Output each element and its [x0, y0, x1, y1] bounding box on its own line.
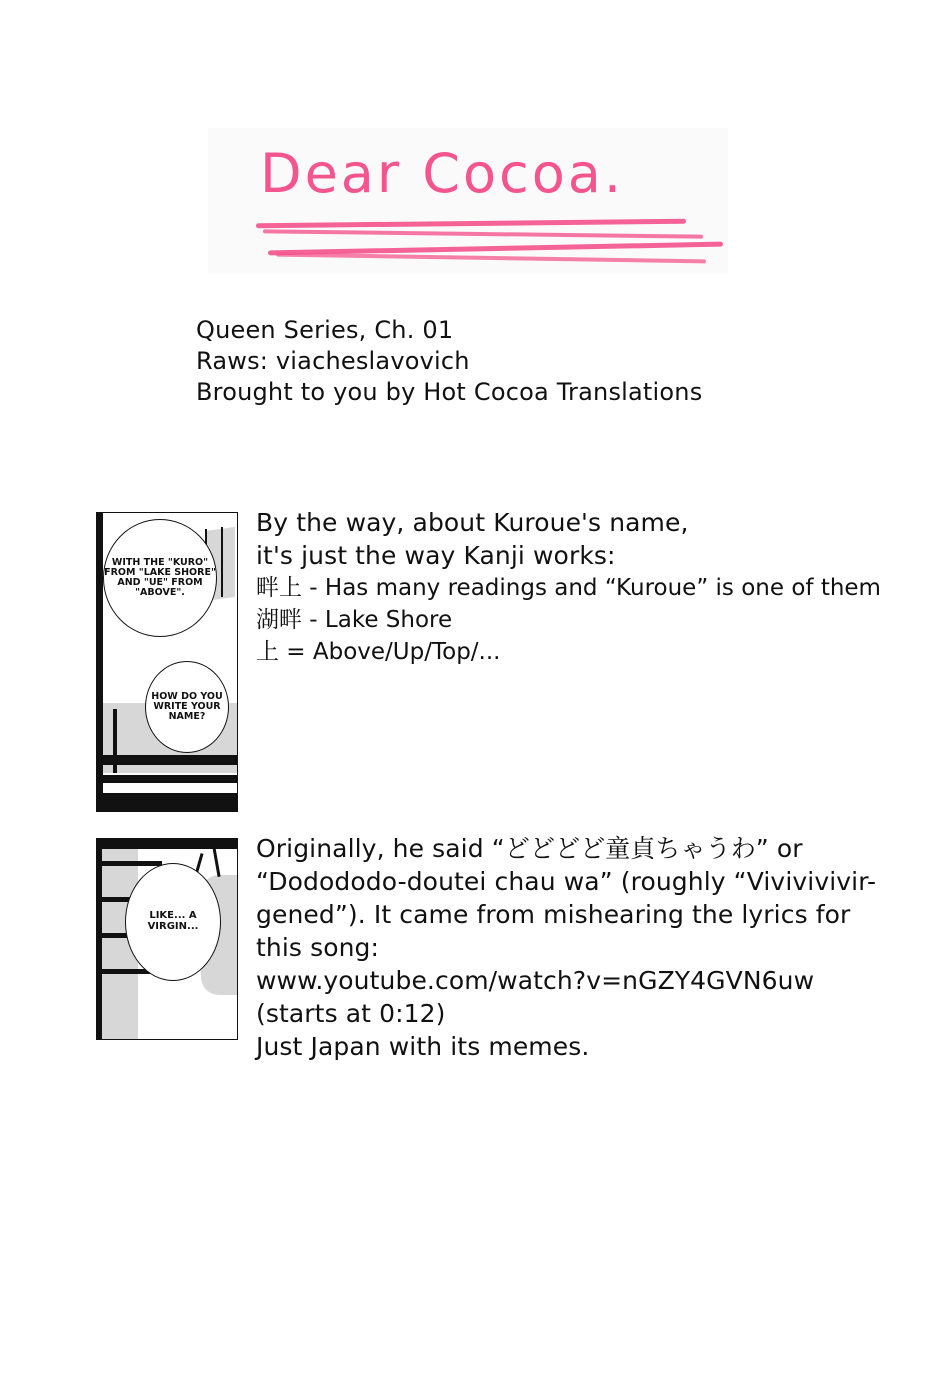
note-1-hand-line-1: By the way, about Kuroue's name, — [256, 508, 689, 537]
note-2-hand-line-6: (starts at 0:12) — [256, 999, 446, 1028]
speech-bubble-text: WITH THE "KURO" FROM "LAKE SHORE" AND "UE" FROM "ABOVE". — [104, 556, 216, 599]
note-2-hand-line-2: “Dodododo-doutei chau wa” (roughly “Vivivivivir- — [256, 867, 877, 896]
credits-raws: Raws: viacheslavovich — [196, 347, 470, 375]
panel-art-shape — [102, 969, 150, 974]
note-1-plain-line-2: 湖畔 - Lake Shore — [256, 607, 453, 633]
panel-art-shape — [212, 847, 220, 877]
speech-bubble — [103, 519, 217, 637]
note-1-text — [256, 506, 946, 668]
manga-panel-2 — [96, 838, 238, 1040]
note-1-hand-line-2: it's just the way Kanji works: — [256, 541, 616, 570]
note-2-hand-line-5: www.youtube.com/watch?v=nGZY4GVN6uw — [256, 966, 815, 995]
speech-bubble — [125, 863, 221, 981]
panel-art-shape — [102, 861, 162, 866]
logo-underline-stroke — [276, 253, 706, 264]
note-2-hand-line-3: gened”). It came from mishearing the lyrics for — [256, 900, 851, 929]
note-2-text — [256, 832, 946, 1063]
note-2-hand-line-7: Just Japan with its memes. — [256, 1032, 590, 1061]
speech-bubble-text: HOW DO YOU WRITE YOUR NAME? — [151, 690, 223, 723]
credits-group: Brought to you by Hot Cocoa Translations — [196, 378, 703, 406]
speech-bubble — [145, 661, 229, 753]
panel-art-shape — [103, 755, 237, 765]
panel-art-shape — [221, 527, 223, 597]
credits-series: Queen Series, Ch. 01 — [196, 316, 454, 344]
panel-art-shape — [103, 775, 237, 783]
translation-note-1 — [96, 508, 881, 812]
manga-panel-1 — [96, 512, 238, 812]
logo-underline-stroke — [263, 229, 703, 238]
logo-banner — [208, 128, 728, 273]
note-2-hand-line-4: this song: — [256, 933, 380, 962]
note-1-plain-line-1: 畔上 - Has many readings and “Kuroue” is one of them — [256, 575, 881, 601]
logo-underline-stroke — [256, 219, 686, 229]
speech-bubble-text: LIKE... A VIRGIN... — [147, 910, 199, 932]
credits-block — [196, 315, 896, 408]
note-1-plain-line-3: 上 = Above/Up/Top/... — [256, 639, 501, 665]
logo-title: Dear Cocoa. — [260, 142, 624, 205]
note-2-hand-line-1: Originally, he said “どどどど童貞ちゃうわ” or — [256, 834, 803, 863]
panel-art-shape — [102, 839, 237, 849]
panel-art-shape — [103, 793, 237, 811]
translation-note-2 — [96, 834, 877, 1061]
panel-art-shape — [113, 709, 117, 773]
